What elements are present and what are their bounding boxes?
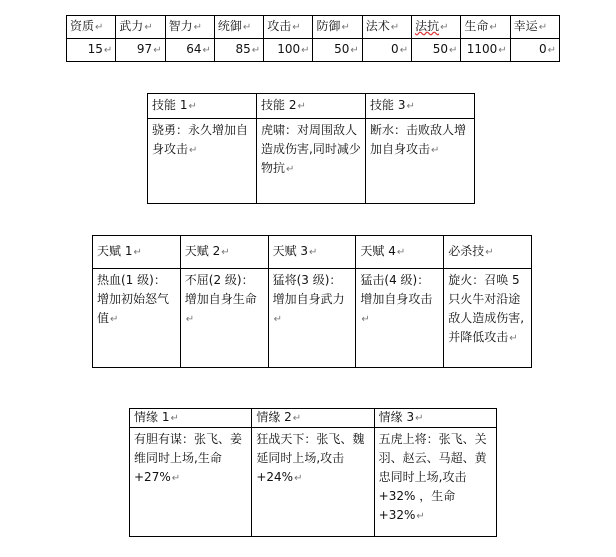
stats-header-row [67, 16, 560, 39]
bond-header-cell: 情缘 3↵ [374, 409, 496, 428]
stats-value-cell: 0↵ [510, 39, 559, 62]
talent-header-cell: 天赋 1↵ [93, 236, 181, 269]
stats-header-cell: 生命↵ [461, 16, 510, 39]
bond-description-cell: 有胆有谋：张飞、姜维同时上场,生命+27%↵ [130, 428, 252, 537]
talents-header-row [93, 236, 532, 269]
bond-description-cell: 狂战天下：张飞、魏延同时上场,攻击+24%↵ [252, 428, 374, 537]
ultimate-description-cell: 旋火：召唤 5 只火牛对沿途敌人造成伤害,并降低攻击↵ [444, 269, 532, 368]
stats-value-cell: 64↵ [165, 39, 214, 62]
ultimate-header-cell: 必杀技↵ [444, 236, 532, 269]
stats-header-cell: 武力↵ [116, 16, 165, 39]
talents-body-row [93, 269, 532, 368]
talent-header-cell: 天赋 3↵ [268, 236, 356, 269]
stats-value-cell: 15↵ [67, 39, 116, 62]
talent-description-cell: 猛将(3 级)：增加自身武力↵ [268, 269, 356, 368]
stats-header-cell: 攻击↵ [264, 16, 313, 39]
talent-description-cell: 热血(1 级)：增加初始怒气值↵ [93, 269, 181, 368]
stats-header-cell: 资质↵ [67, 16, 116, 39]
stats-value-cell: 50↵ [313, 39, 362, 62]
bonds-header-row [130, 409, 497, 428]
skill-description-cell: 虎啸：对周围敌人造成伤害,同时减少物抗↵ [257, 119, 366, 204]
bonds-body-row [130, 428, 497, 537]
stats-value-cell: 97↵ [116, 39, 165, 62]
bonds-table [129, 408, 497, 537]
stats-header-cell: 幸运↵ [510, 16, 559, 39]
skill-description-cell: 骁勇：永久增加自身攻击↵ [148, 119, 257, 204]
stats-header-cell: 智力↵ [165, 16, 214, 39]
skills-body-row [148, 119, 475, 204]
talent-header-cell: 天赋 4↵ [356, 236, 444, 269]
talent-description-cell: 猛击(4 级)：增加自身攻击↵ [356, 269, 444, 368]
stats-header-cell: 法术↵ [362, 16, 411, 39]
talent-description-cell: 不屈(2 级)：增加自身生命↵ [180, 269, 268, 368]
skill-header-cell: 技能 1↵ [148, 94, 257, 119]
bond-header-cell: 情缘 1↵ [130, 409, 252, 428]
skill-header-cell: 技能 3↵ [366, 94, 475, 119]
skills-table [147, 93, 475, 204]
stats-value-row [67, 39, 560, 62]
stats-header-cell: 法抗↵ [412, 16, 461, 39]
stats-value-cell: 100↵ [264, 39, 313, 62]
stats-value-cell: 85↵ [214, 39, 263, 62]
stats-header-cell: 防御↵ [313, 16, 362, 39]
stats-value-cell: 50↵ [412, 39, 461, 62]
skills-header-row [148, 94, 475, 119]
skill-header-cell: 技能 2↵ [257, 94, 366, 119]
talents-table [92, 235, 532, 368]
talent-header-cell: 天赋 2↵ [180, 236, 268, 269]
bond-description-cell: 五虎上将：张飞、关羽、赵云、马超、黄忠同时上场,攻击 +32% ，生命 +32%↵ [374, 428, 496, 537]
stats-value-cell: 1100↵ [461, 39, 510, 62]
skill-description-cell: 断水：击败敌人增加自身攻击↵ [366, 119, 475, 204]
stats-header-cell: 统御↵ [214, 16, 263, 39]
stats-value-cell: 0↵ [362, 39, 411, 62]
stats-table [66, 15, 560, 62]
bond-header-cell: 情缘 2↵ [252, 409, 374, 428]
